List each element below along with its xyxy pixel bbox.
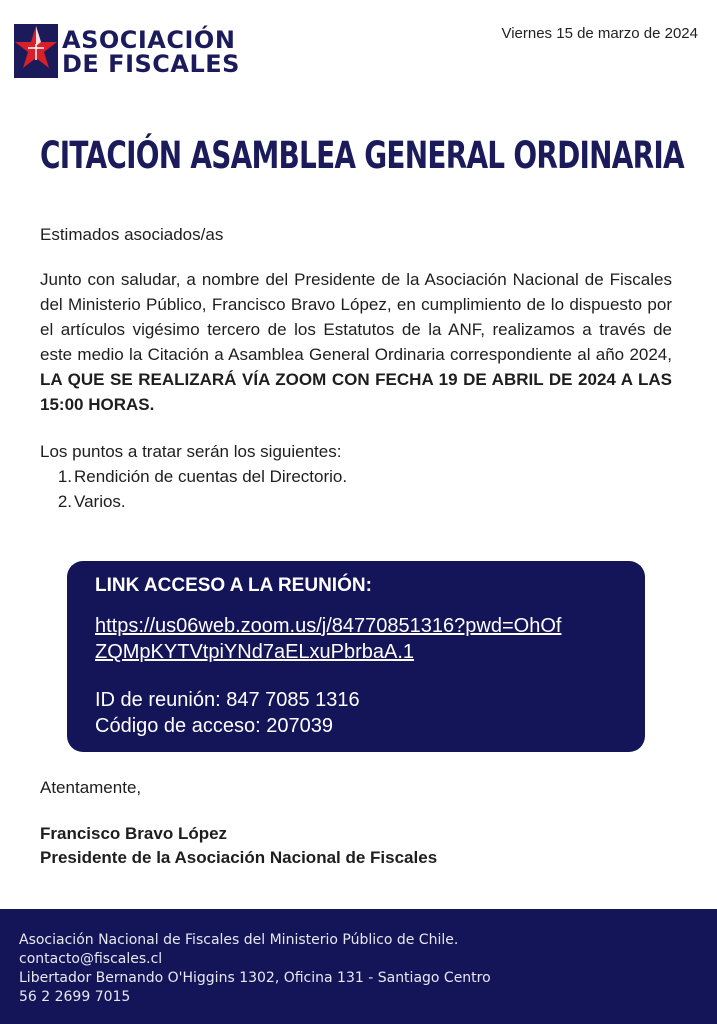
agenda-list: [40, 464, 672, 514]
list-item: [54, 464, 672, 489]
logo-text-line1: ASOCIACIÓN: [62, 26, 236, 54]
meeting-passcode: Código de acceso: 207039: [95, 715, 333, 737]
signature-block: [40, 776, 437, 870]
meeting-id: ID de reunión: 847 7085 1316: [95, 689, 360, 711]
list-item: [54, 489, 672, 514]
footer-email[interactable]: contacto@fiscales.cl: [19, 951, 163, 967]
footer-address: Libertador Bernando O'Higgins 1302, Oficina 131 - Santiago Centro: [19, 970, 491, 986]
list-item-number: 2.: [57, 492, 72, 511]
page-title: CITACIÓN ASAMBLEA GENERAL ORDINARIA: [40, 134, 684, 177]
points-intro: Los puntos a tratar serán los siguientes:: [40, 442, 342, 461]
meeting-link-title: LINK ACCESO A LA REUNIÓN:: [95, 575, 372, 596]
paragraph-emphasis: LA QUE SE REALIZARÁ VÍA ZOOM CON FECHA 19 DE ABRIL DE 2024 A LAS 15:00 HORAS.: [40, 370, 672, 414]
paragraph-text: Junto con saludar, a nombre del Presidente de la Asociación Nacional de Fiscales del Ministerio Público, Francisco Bravo López, en cumplimiento de lo dispuesto por el artículos vigésimo tercero de los Estatutos de la ANF, realizamos a través de este medio la Citación a Asamblea General Ordinaria correspondiente al año 2024,: [40, 270, 672, 364]
list-item-number: 1.: [57, 467, 72, 486]
logo-star-icon: [14, 24, 58, 78]
logo-text-line2: DE FISCALES: [62, 50, 240, 78]
footer-org: Asociación Nacional de Fiscales del Ministerio Público de Chile.: [19, 932, 459, 948]
document-date: Viernes 15 de marzo de 2024: [501, 25, 698, 42]
signer-name: Francisco Bravo López: [40, 824, 228, 843]
zoom-meeting-link[interactable]: https://us06web.zoom.us/j/84770851316?pwd=OhOfZQMpKYTVtpiYNd7aELxuPbrbaA.1: [95, 615, 562, 663]
logo: [14, 24, 264, 80]
list-item-text: Rendición de cuentas del Directorio.: [74, 467, 348, 486]
list-item-text: Varios.: [74, 492, 126, 511]
footer-phone: 56 2 2699 7015: [19, 989, 131, 1005]
signer-role: Presidente de la Asociación Nacional de Fiscales: [40, 848, 438, 867]
footer: [0, 909, 717, 1024]
meeting-link-box: [67, 561, 645, 752]
closing: Atentamente,: [40, 778, 142, 797]
letter-body: [40, 222, 672, 514]
greeting: Estimados asociados/as: [40, 225, 224, 244]
main-paragraph: [40, 267, 672, 417]
